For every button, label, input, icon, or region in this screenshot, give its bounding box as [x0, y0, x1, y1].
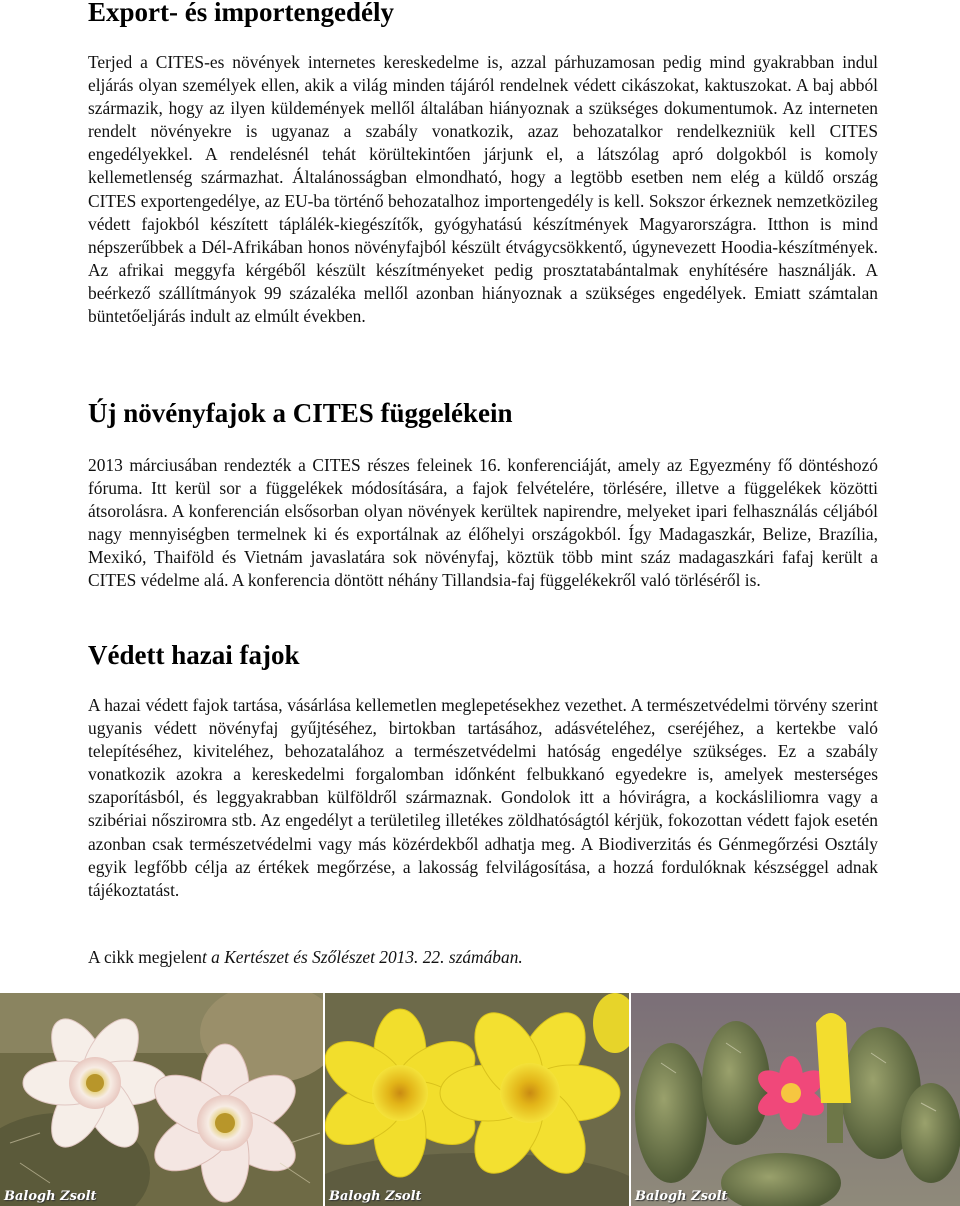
- heading-export-import: Export- és importengedély: [88, 0, 394, 27]
- byline-italic: t a Kertészet és Szőlészet 2013. 22. számában.: [201, 947, 523, 967]
- photo-yellow-cactus-flowers: [325, 993, 629, 1206]
- yellow-flowers-image: [325, 993, 629, 1206]
- photo-credit: Balogh Zsolt: [4, 1189, 97, 1204]
- photo-white-cactus-flowers: [0, 993, 323, 1206]
- heading-protected-species: Védett hazai fajok: [88, 640, 300, 670]
- article-source-note: [88, 946, 523, 969]
- heading-new-species: Új növényfajok a CITES függelékein: [88, 398, 513, 428]
- paragraph-protected-species: A hazai védett fajok tartása, vásárlása kellemetlen meglepetésekhez vezethet. A természetvédelmi törvény szerint ugyanis védett növényfaj gyűjtéséhez, birtokban tartásához, adásvételéhez, cseréjéhez, a kertekbe való telepítéséhez, kiviteléhez, behozatalához a természetvédelmi hatóság engedélye szükséges. Ez a szabály vonatkozik azokra a kereskedelmi forgalomban időnként felbukkanó egyedekre is, amelyek mesterséges szaporításból, és leggyakrabban külföldről származnak. Gondolok itt a hóvirágra, a kockásliliomra vagy a szibériai nőszirомra stb. Az engedélyt a területileg illetékes zöldhatóságtól kérjük, fokozottan védett fajok esetén azonban csak természetvédelmi vagy más közérdekből adhatja meg. A Biodiverzitás és Génmegőrzési Osztály egyik legfőbb célja az értékek megőrzése, a lakosság felvilágosítása, a hozzá fordulóknak készséggel adnak tájékoztatást.: [88, 695, 878, 900]
- byline-prefix: A cikk megjelen: [88, 947, 202, 967]
- paragraph-new-species: 2013 márciusában rendezték a CITES részes feleinek 16. konferenciáját, amely az Egyezmény fő döntéshozó fóruma. Itt kerül sor a függelékek módosítására, a fajok felvételére, törlésére, illetve a függelékek közötti átsorolásra. A konferencián elsősorban olyan növények kerültek napirendre, melyeket ipari felhasználás céljából nagy mennyiségben termelnek ki és exportálnak az élőhelyi országokból. Így Madagaszkár, Belize, Brazília, Mexikó, Thaiföld és Vietnám javaslatára sok növényfaj, köztük több mint száz madagaszkári fafaj került a CITES védelme alá. A konferencia döntött néhány Tillandsia-faj függelékekről való törléséről is.: [88, 455, 878, 591]
- photo-cacti-red-yellow-flowers: [631, 993, 960, 1206]
- white-flowers-image: [0, 993, 323, 1206]
- photo-credit: Balogh Zsolt: [635, 1189, 728, 1204]
- paragraph-export-import: Terjed a CITES-es növények internetes kereskedelme is, azzal párhuzamosan pedig mind gyakrabban indul eljárás olyan személyek ellen, akik a világ minden tájáról rendelnek védett cikászokat, kaktuszokat. A baj abból származik, hogy az ilyen küldemények mellől általában hiányoznak a szükséges dokumentumok. Az interneten rendelt növényekre is ugyanaz a szabály vonatkozik, azaz behozatalkor rendelkezniük kell CITES engedélyekkel. A rendelésnél tehát körültekintően járjunk el, a látszólag apró dolgokból is komoly kellemetlenség származhat. Általánosságban elmondható, hogy a legtöbb esetben nem elég a küldő ország CITES exportengedélye, az EU-ba történő behozatalhoz importengedély is kell. Sokszor érkeznek nemzetközileg védett fajokból készített táplálék-kiegészítők, gyógyhatású készítmények Magyarországra. Itthon is mind népszerűbbek a Dél-Afrikában honos növényfajból készült étvágycsökkentő, úgynevezett Hoodia-készítmények. Az afrikai meggyfa kérgéből készült készítményeket pedig prosztatabántalmak enyhítésére használják. A beérkező szállítmányok 99 százaléka mellől azonban hiányoznak a szükséges engedélyek. Emiatt számtalan büntetőeljárás indult az elmúlt években.: [88, 52, 878, 327]
- cacti-image: [631, 993, 960, 1206]
- photo-credit: Balogh Zsolt: [329, 1189, 422, 1204]
